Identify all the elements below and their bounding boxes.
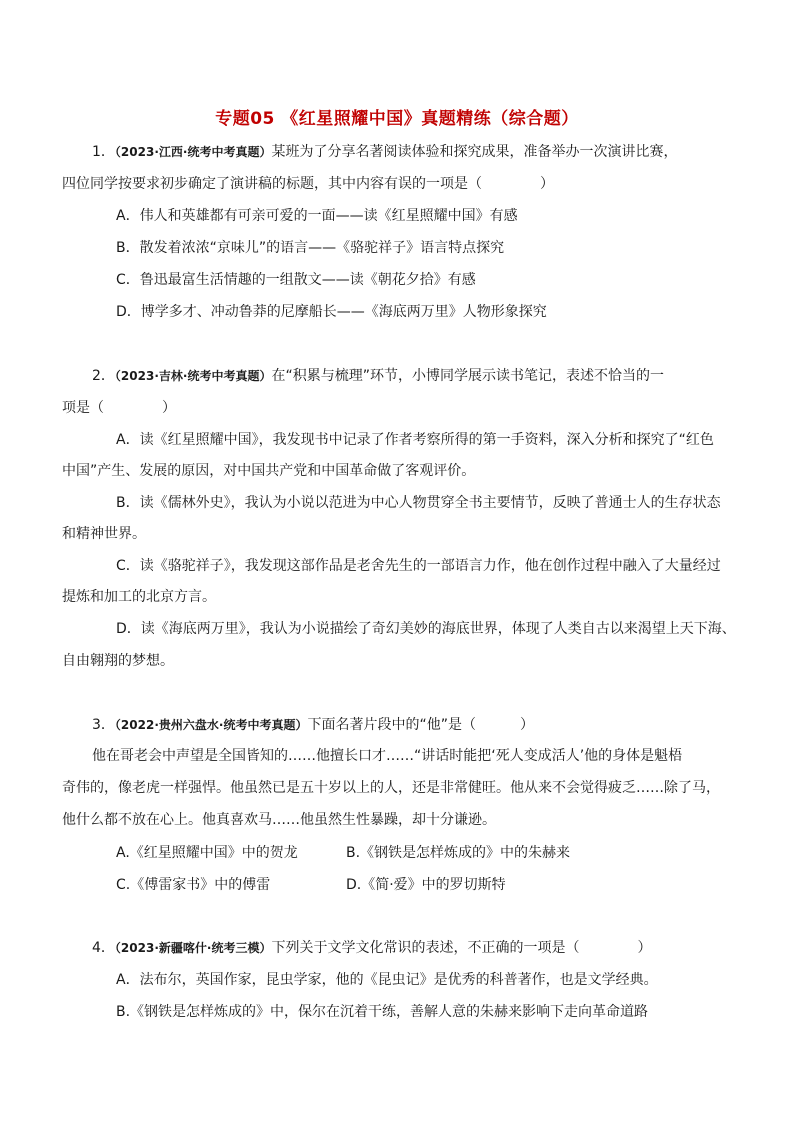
q3-option-d: D.《简·爱》中的罗切斯特 <box>346 877 506 893</box>
q3-stem-line1 <box>92 715 534 735</box>
q1-stem-text: 某班为了分享名著阅读体验和探究成果，准备举办一次演讲比赛， <box>271 144 678 160</box>
q3-passage-line1: 他在哥老会中声望是全国皆知的……他擅长口才……“讲话时能把‘死人变成活人’他的身体是魁梧 <box>92 748 683 764</box>
q1-number: 1． <box>92 144 115 160</box>
q4-stem-line1 <box>92 938 651 958</box>
q1-stem-line2 <box>62 174 554 194</box>
q2-option-b-line2: 和精神世界。 <box>62 526 146 542</box>
q1-close-paren: ） <box>540 176 554 192</box>
q1-stem-text2: 四位同学按要求初步确定了演讲稿的标题，其中内容有误的一项是（ <box>62 176 482 192</box>
q3-option-c: C.《傅雷家书》中的傅雷 <box>116 877 271 893</box>
q1-option-d: D．博学多才、冲动鲁莽的尼摩船长——《海底两万里》人物形象探究 <box>116 304 547 320</box>
q3-source: （2022·贵州六盘水·统考中考真题） <box>114 718 308 732</box>
q2-stem-line1 <box>92 366 664 386</box>
q3-stem-text: 下面名著片段中的“他”是（ <box>307 717 476 733</box>
q1-stem-line1 <box>92 142 677 162</box>
q1-option-c: C．鲁迅最富生活情趣的一组散文——读《朝花夕拾》有感 <box>116 272 476 288</box>
q2-option-d-line1: D．读《海底两万里》，我认为小说描绘了奇幻美妙的海底世界，体现了人类自古以来渴望上天下海、 <box>116 621 736 637</box>
q2-number: 2． <box>92 368 115 384</box>
q3-close-paren: ） <box>519 717 534 733</box>
q2-stem-line2 <box>62 398 176 418</box>
q1-source: （2023·江西·统考中考真题） <box>114 145 272 159</box>
q1-option-a: A．伟人和英雄都有可亲可爱的一面——读《红星照耀中国》有感 <box>116 208 518 224</box>
q2-option-c-line2: 提炼和加工的北京方言。 <box>62 589 216 605</box>
q3-option-a: A.《红星照耀中国》中的贺龙 <box>116 845 298 861</box>
q4-option-a: A．法布尔，英国作家，昆虫学家，他的《昆虫记》是优秀的科普著作，也是文学经典。 <box>116 972 658 988</box>
q4-source: （2023·新疆喀什·统考三模） <box>114 941 272 955</box>
q2-option-b-line1: B．读《儒林外史》，我认为小说以范进为中心人物贯穿全书主要情节，反映了普通士人的生存状态 <box>116 495 721 511</box>
q2-stem-text2: 项是（ <box>62 400 104 416</box>
q4-option-b: B.《钢铁是怎样炼成的》中，保尔在沉着干练，善解人意的朱赫来影响下走向革命道路 <box>116 1004 649 1020</box>
q3-passage-line2: 奇伟的，像老虎一样强悍。他虽然已是五十岁以上的人，还是非常健旺。他从来不会觉得疲乏……除了马， <box>62 780 720 796</box>
q3-passage-line3: 他什么都不放在心上。他真喜欢马……他虽然生性暴躁，却十分谦逊。 <box>62 812 496 828</box>
q2-option-c-line1: C．读《骆驼祥子》，我发现这部作品是老舍先生的一部语言力作，他在创作过程中融入了大量经过 <box>116 558 721 574</box>
q2-option-a-line1: A．读《红星照耀中国》，我发现书中记录了作者考察所得的第一手资料，深入分析和探究了“红色 <box>116 432 714 448</box>
q4-number: 4． <box>92 940 115 956</box>
q2-source: （2023·吉林·统考中考真题） <box>114 369 272 383</box>
q3-option-b: B.《钢铁是怎样炼成的》中的朱赫来 <box>346 845 571 861</box>
q1-option-b: B．散发着浓浓“京味儿”的语言——《骆驼祥子》语言特点探究 <box>116 240 505 256</box>
q3-number: 3． <box>92 717 115 733</box>
q4-close-paren: ） <box>637 940 652 956</box>
page-title: 专题05 《红星照耀中国》真题精练（综合题） <box>215 109 579 129</box>
q2-option-d-line2: 自由翱翔的梦想。 <box>62 653 174 669</box>
q2-option-a-line2: 中国”产生、发展的原因，对中国共产党和中国革命做了客观评价。 <box>62 463 476 479</box>
q2-stem-text: 在“积累与梳理”环节，小博同学展示读书笔记，表述不恰当的一 <box>271 368 664 384</box>
q4-stem-text: 下列关于文学文化常识的表述，不正确的一项是（ <box>271 940 580 956</box>
q2-close-paren: ） <box>162 400 176 416</box>
